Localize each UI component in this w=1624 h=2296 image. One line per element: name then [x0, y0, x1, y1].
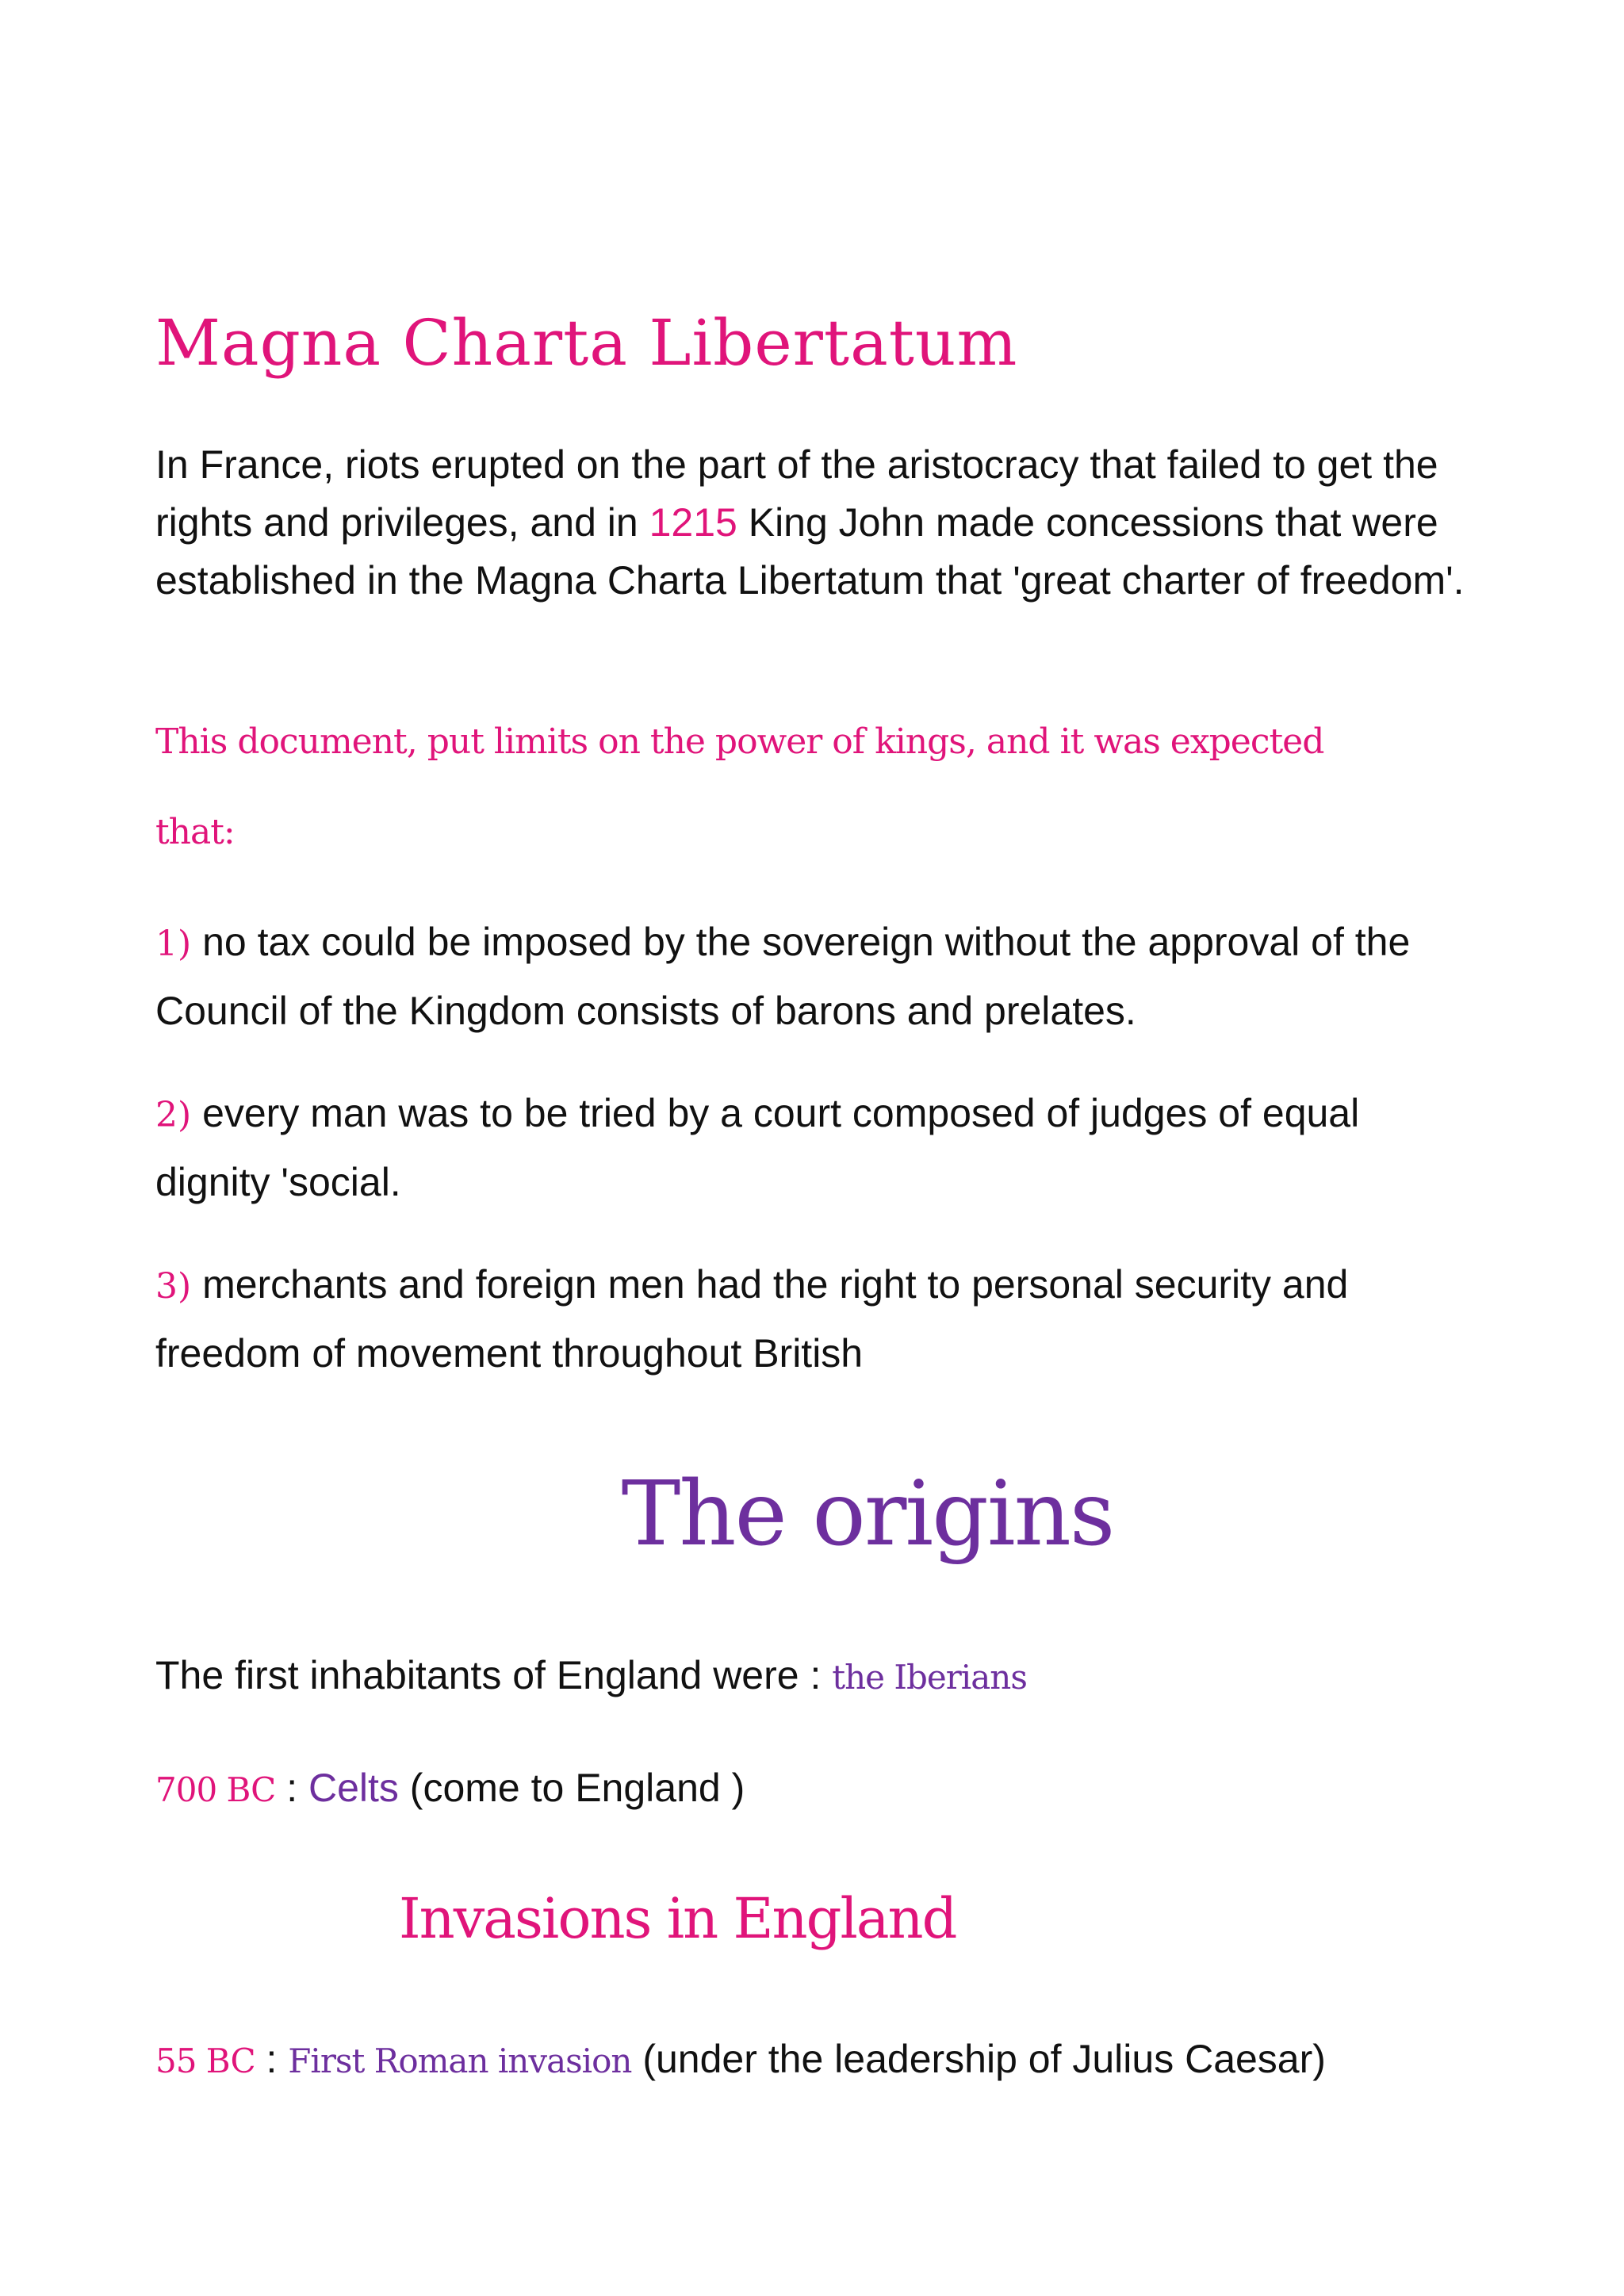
roman-event: First Roman invasion — [288, 2042, 632, 2080]
paragraph-text-end: King John made concessions that were established in the Magna Charta Libertatum that 'great charter of freedom'. — [155, 500, 1465, 603]
first-inhabitants-label: The first inhabitants of England were : — [155, 1653, 833, 1697]
celts-date: 700 BC — [155, 1770, 276, 1809]
first-inhabitants-line — [155, 1647, 1027, 1705]
list-item-text: no tax could be imposed by the sovereign without the approval of the Council of the Kingdom consists of barons and prelates. — [155, 920, 1411, 1033]
intro-serif-line-2: that: — [155, 812, 235, 852]
section-title-magna-charta: Magna Charta Libertatum — [155, 306, 1018, 380]
list-number: 3) — [155, 1266, 192, 1307]
intro-paragraph — [155, 436, 1472, 610]
celts-name: Celts — [308, 1766, 399, 1810]
list-item-3 — [155, 1251, 1472, 1387]
roman-invasion-line — [155, 2031, 1326, 2089]
roman-separator: : — [255, 2037, 289, 2081]
intro-serif-line-1: This document, put limits on the power of kings, and it was expected — [155, 721, 1324, 762]
list-item-text: every man was to be tried by a court composed of judges of equal dignity 'social. — [155, 1091, 1360, 1204]
section-title-invasions: Invasions in England — [399, 1886, 956, 1951]
celts-separator: : — [275, 1766, 308, 1810]
list-item-2 — [155, 1080, 1472, 1215]
celts-note: (come to England ) — [398, 1766, 745, 1810]
roman-note: (under the leadership of Julius Caesar) — [631, 2037, 1326, 2081]
list-number: 2) — [155, 1095, 192, 1135]
list-item-1 — [155, 909, 1472, 1044]
first-inhabitants-value: the Iberians — [832, 1658, 1027, 1697]
roman-date: 55 BC — [155, 2042, 255, 2080]
celts-line — [155, 1760, 745, 1818]
section-title-origins — [0, 1459, 1624, 1570]
list-number: 1) — [155, 924, 192, 964]
year-highlight: 1215 — [649, 500, 737, 545]
origins-title-text: The origins — [621, 1463, 1114, 1566]
list-item-text: merchants and foreign men had the right to personal security and freedom of movement throughout British — [155, 1262, 1349, 1376]
paragraph-text-start: In France, riots erupted on the part of the aristocracy that failed to get the rights and privileges, and in — [155, 442, 1438, 545]
